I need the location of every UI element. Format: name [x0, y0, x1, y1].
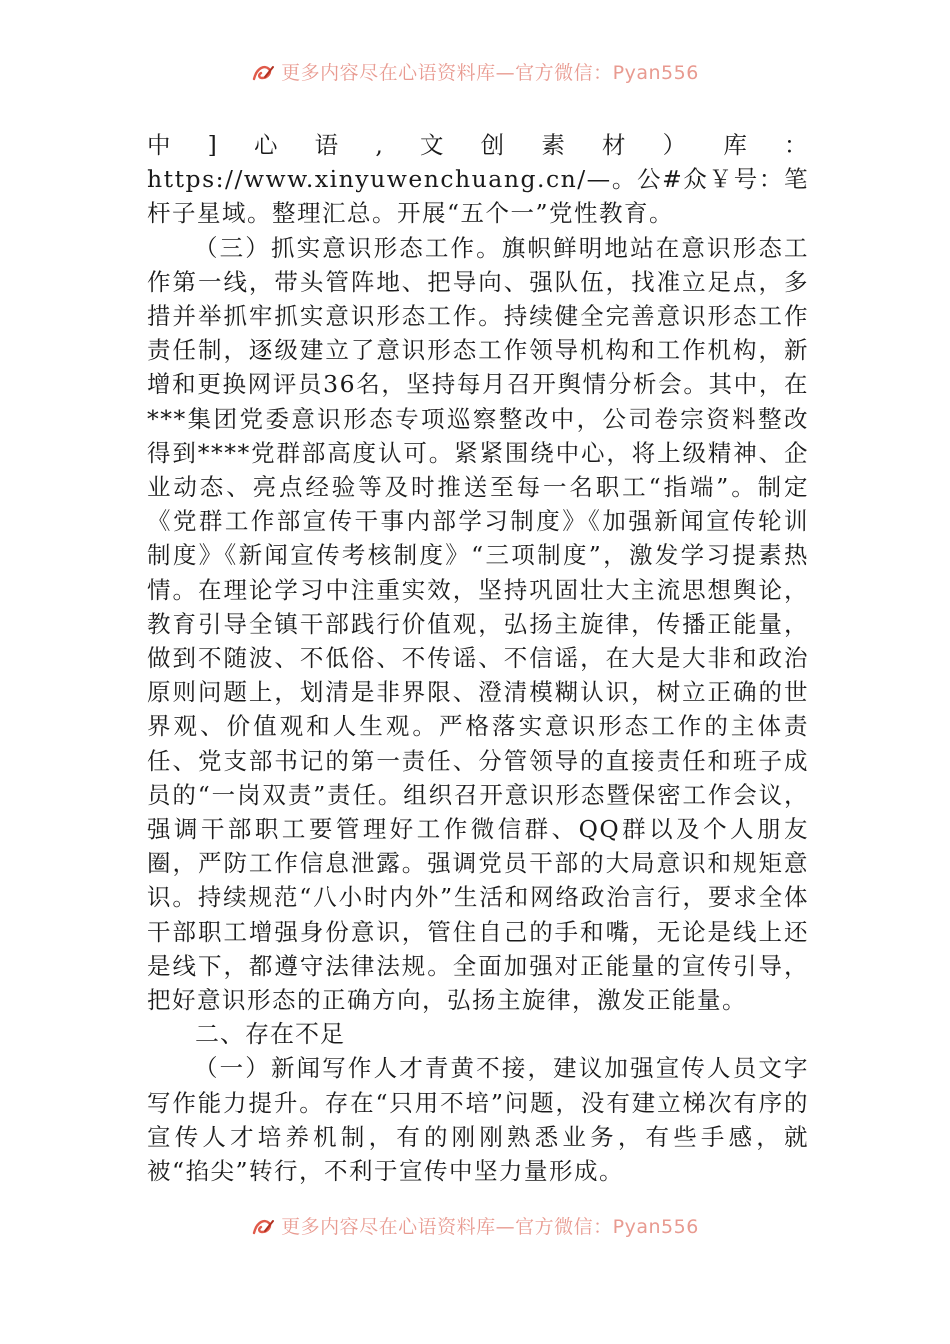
paragraph-intro: 中]心语,文创素材）库：https://www.xinyuwenchuang.cn/—。公#众￥号：笔杆子星域。整理汇总。开展“五个一”党性教育。 — [147, 131, 809, 228]
paragraph-ideology-work — [147, 231, 809, 1018]
paragraph-ideology-subheading: （三）抓实意识形态工作。 — [194, 233, 502, 262]
footer-watermark — [0, 1212, 950, 1239]
header-watermark-text: 更多内容尽在心语资料库—官方微信：Pyan556 — [281, 62, 699, 84]
paragraph-ideology-body: 旗帜鲜明地站在意识形态工作第一线，带头管阵地、把导向、强队伍，找准立足点，多措并举抓牢抓实意识形态工作。持续健全完善意识形态工作责任制，逐级建立了意识形态工作领导机构和工作机构，新增和更换网评员36名，坚持每月召开舆情分析会。其中，在***集团党委意识形态专项巡察整改中，公司卷宗资料整改得到****党群部高度认可。紧紧围绕中心，将上级精神、企业动态、亮点经验等及时推送至每一名职工“指端”。制定《党群工作部宣传干事内部学习制度》《加强新闻宣传轮训制度》《新闻宣传考核制度》“三项制度”，激发学习提素热情。在理论学习中注重实效，坚持巩固壮大主流思想舆论，教育引导全镇干部践行价值观，弘扬主旋律，传播正能量，做到不随波、不低俗、不传谣、不信谣，在大是大非和政治原则问题上，划清是非界限、澄清模糊认识，树立正确的世界观、价值观和人生观。严格落实意识形态工作的主体责任、党支部书记的第一责任、分管领导的直接责任和班子成员的“一岗双责”责任。组织召开意识形态暨保密工作会议，强调干部职工要管理好工作微信群、QQ群以及个人朋友圈，严防工作信息泄露。强调党员干部的大局意识和规矩意识。持续规范“八小时内外”生活和网络政治言行，要求全体干部职工增强身份意识，管住自己的手和嘴，无论是线上还是线下，都遵守法律法规。全面加强对正能量的宣传引导，把好意识形态的正确方向，弘扬主旋律，激发正能量。 — [147, 233, 810, 1015]
section-heading-shortcomings: 二、存在不足 — [195, 1020, 345, 1049]
paragraph-news-writing — [147, 1051, 809, 1188]
watermark-logo-icon — [251, 1217, 277, 1237]
footer-watermark-text: 更多内容尽在心语资料库—官方微信：Pyan556 — [281, 1216, 699, 1238]
paragraph-news-writing-subheading: （一）新闻写作人才青黄不接，建议加强宣传人员文字写作能力提升。 — [147, 1054, 809, 1117]
header-watermark — [0, 58, 950, 85]
document-body — [147, 128, 809, 1188]
watermark-logo-icon — [251, 63, 277, 83]
paragraph-news-writing-body: 存在“只用不培”问题，没有建立梯次有序的宣传人才培养机制，有的刚刚熟悉业务，有些手感，就被“掐尖”转行，不利于宣传中坚力量形成。 — [147, 1088, 809, 1186]
